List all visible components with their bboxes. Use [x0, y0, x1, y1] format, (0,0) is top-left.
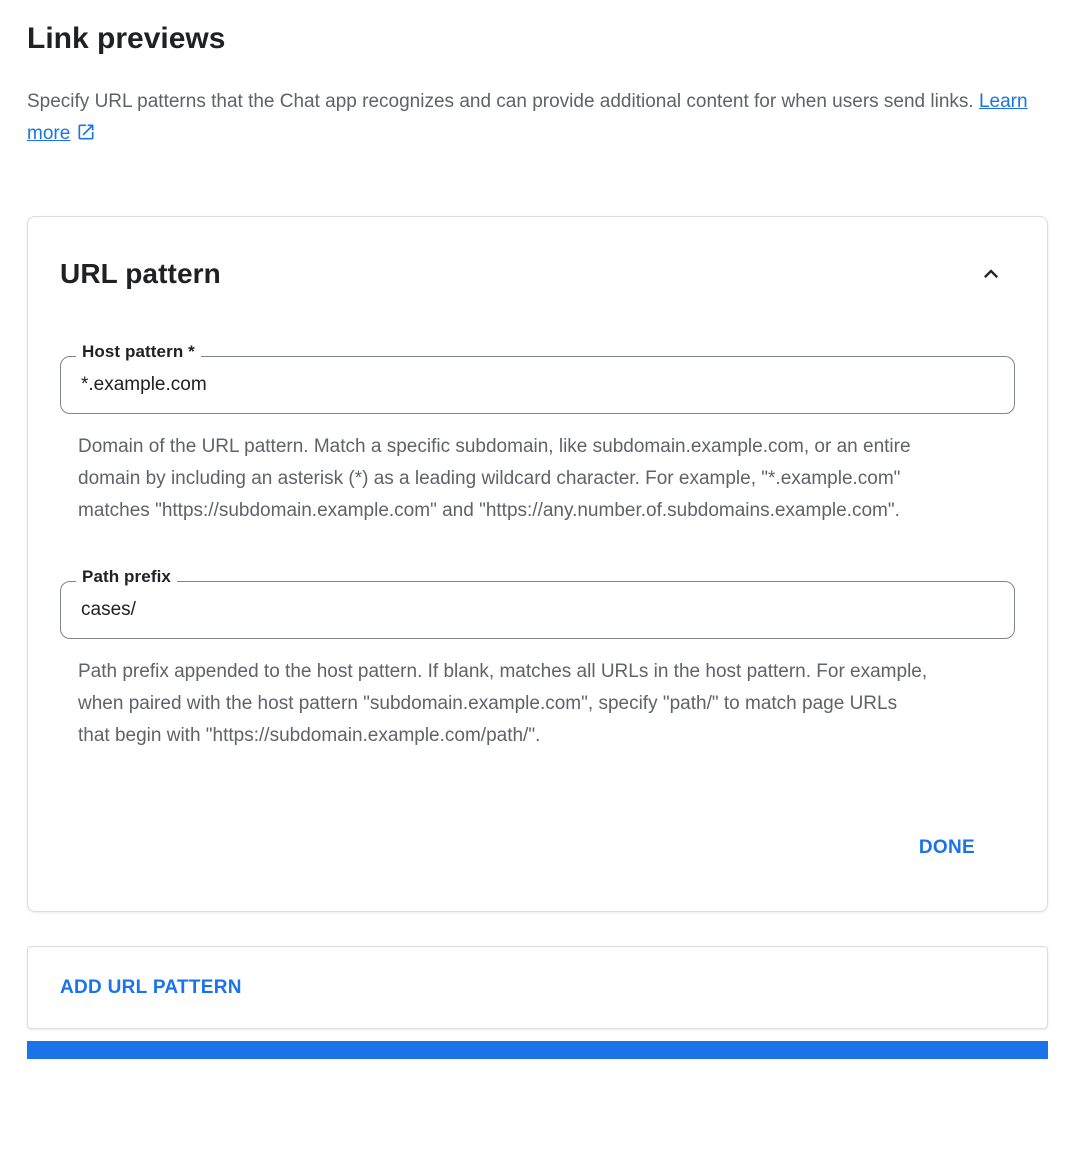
url-pattern-card-header [60, 256, 1015, 292]
host-pattern-field [60, 342, 1015, 414]
url-pattern-card-title: URL pattern [60, 258, 221, 289]
next-section-top-edge [27, 1041, 1048, 1059]
chevron-up-icon [977, 276, 1005, 291]
page-description-text: Specify URL patterns that the Chat app recognizes and can provide additional content for when users send links. [27, 91, 974, 112]
path-prefix-input[interactable] [60, 581, 1015, 639]
add-url-pattern-card[interactable] [27, 946, 1048, 1029]
url-pattern-card [27, 216, 1048, 912]
card-actions-row [60, 836, 1015, 859]
path-prefix-field [60, 567, 1015, 639]
add-url-pattern-button[interactable]: ADD URL PATTERN [60, 977, 242, 998]
host-pattern-label: Host pattern * [76, 343, 201, 361]
path-prefix-helper: Path prefix appended to the host pattern. If blank, matches all URLs in the host pattern. For example, when paired with the host pattern "subdomain.example.com", specify "path/" to match page URLs that begin with "https://subdomain.example.com/path/". [78, 661, 928, 746]
learn-more-link[interactable]: Learn more [27, 91, 1028, 144]
host-pattern-input[interactable] [60, 356, 1015, 414]
external-link-icon[interactable] [76, 121, 96, 153]
collapse-button[interactable] [973, 256, 1009, 292]
page-description [27, 86, 1042, 153]
done-button[interactable]: DONE [918, 837, 975, 858]
path-prefix-label: Path prefix [76, 568, 177, 586]
host-pattern-helper: Domain of the URL pattern. Match a specific subdomain, like subdomain.example.com, or an entire domain by including an asterisk (*) as a leading wildcard character. For example, "*.example.com" matches "https://subdomain.example.com" and "https://any.number.of.subdomains.example.com". [78, 436, 911, 521]
page-title: Link previews [27, 22, 226, 55]
